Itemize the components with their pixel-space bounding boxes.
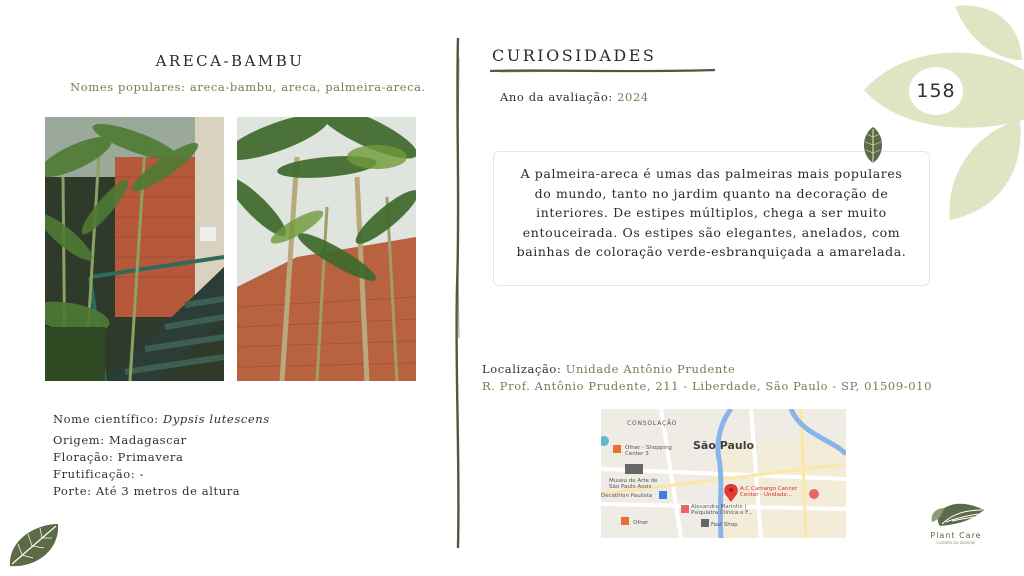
svg-text:Psiquiatra Clínica e F...: Psiquiatra Clínica e F... [691, 510, 753, 516]
plant-number-badge: 158 [909, 67, 963, 115]
svg-text:A.C.Camargo Cancer: A.C.Camargo Cancer [740, 486, 798, 492]
svg-text:São Paulo Assis: São Paulo Assis [609, 484, 652, 490]
svg-text:Decathlon Paulista: Decathlon Paulista [601, 493, 653, 499]
evaluation-year-value: 2024 [617, 90, 649, 104]
origin-row: Origem: Madagascar [53, 433, 187, 447]
curiosidades-text: A palmeira-areca é umas das palmeiras mais populares do mundo, tanto no jardim quanto na decoração de interiores. De estipes múltiplos, chega a ser muito entouceirada. Os estipes são elegantes, anelados, com bainhas de coloração verde-esbranquiçada a amarelada. [493, 151, 930, 286]
leaf-cluster-icon [860, 0, 1024, 230]
svg-text:Alexandre Marinho |: Alexandre Marinho | [691, 504, 747, 510]
title-underline [490, 67, 715, 75]
leaf-icon [861, 125, 885, 165]
map-city-label: São Paulo [693, 439, 755, 452]
plant-care-logo-icon [926, 500, 986, 530]
popular-names: Nomes populares: areca-bambu, areca, palmeira-areca. [70, 80, 426, 94]
logo-tagline: cuidado ao planejar [936, 540, 976, 545]
scientific-name-row: Nome científico: Dypsis lutescens [53, 412, 270, 426]
svg-text:Fast Shop: Fast Shop [711, 522, 738, 528]
corner-leaf-icon [6, 520, 62, 570]
location-address: R. Prof. Antônio Prudente, 211 - Liberdade, São Paulo - SP, 01509-010 [482, 379, 932, 393]
evaluation-year: Ano da avaliação: 2024 [500, 90, 649, 104]
fruiting-row: Frutificação: - [53, 467, 145, 481]
logo-name: Plant Care [930, 531, 982, 540]
svg-text:Ofner - Shopping: Ofner - Shopping [625, 445, 672, 451]
location-block: Localização: Unidade Antônio Prudente R. Prof. Antônio Prudente, 211 - Liberdade, São Paulo - SP, 01509-010 [482, 362, 932, 393]
svg-text:Center - Unidade...: Center - Unidade... [740, 492, 793, 498]
curiosidades-title: CURIOSIDADES [492, 46, 657, 65]
scientific-name: Dypsis lutescens [163, 412, 270, 426]
plant-photo-palms [237, 117, 416, 381]
plant-facts [53, 411, 270, 500]
size-row: Porte: Até 3 metros de altura [53, 484, 241, 498]
location-map[interactable] [601, 409, 846, 538]
plant-photo-staircase [45, 117, 224, 381]
plant-care-logo [918, 500, 994, 552]
plant-title: ARECA-BAMBU [155, 52, 305, 70]
svg-text:Ofner: Ofner [633, 520, 649, 526]
svg-text:Center 3: Center 3 [625, 451, 649, 457]
svg-text:Museu de Arte de: Museu de Arte de [609, 478, 658, 484]
flowering-row: Floração: Primavera [53, 450, 184, 464]
location-unit: Unidade Antônio Prudente [565, 362, 736, 376]
map-district-label: CONSOLAÇÃO [627, 420, 678, 427]
vertical-divider [452, 38, 464, 548]
